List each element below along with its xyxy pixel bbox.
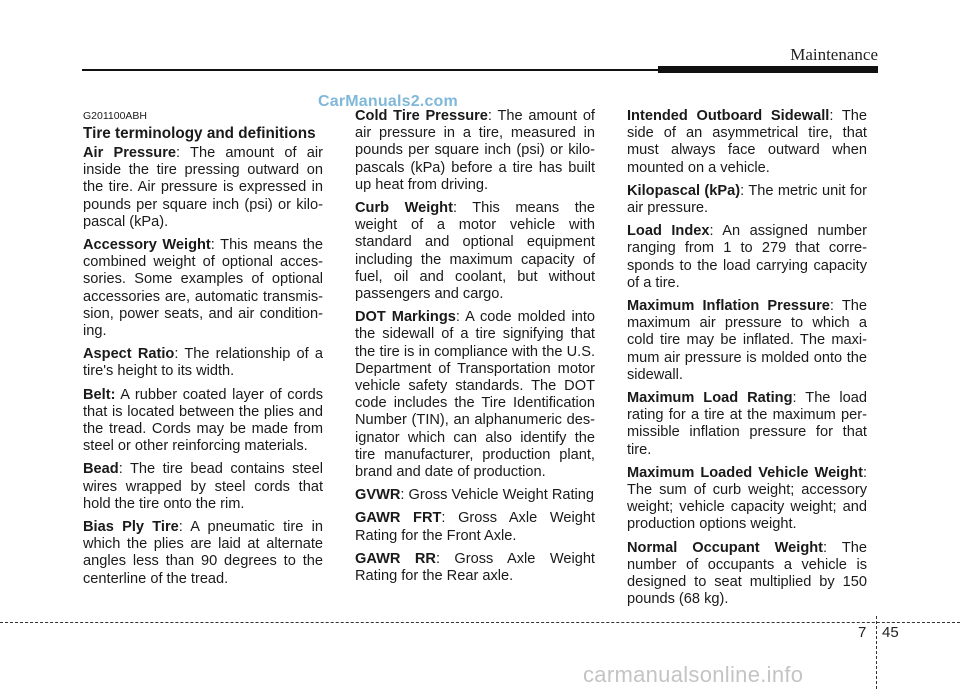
definition-term: Cold Tire Pressure <box>355 108 488 124</box>
definition-entry <box>83 387 323 456</box>
definition-text: : This means the weight of a motor vehicle with standard and optional equipment including the maximum capacity of fuel, oil and coolant, but without passengers and cargo. <box>355 200 595 303</box>
definition-text: : The load rating for a tire at the maximum per-missible inflation pressure for that tire. <box>627 390 867 458</box>
definition-text: : An assigned number ranging from 1 to 279 that corre-sponds to the load carrying capacity of a tire. <box>627 223 867 291</box>
definition-term: GAWR FRT <box>355 510 442 527</box>
definition-term: Air Pressure <box>83 145 176 161</box>
definition-text: : A code molded into the sidewall of a tire signifying that the tire is in compliance with the U.S. Department of Transportation motor vehicle safety standards. The DOT code includes the Tire Identification Number (TIN), an alphanumeric des-ignator which can also identify the tire manufacturer, production plant, brand and date of production. <box>355 309 595 481</box>
header-rule-thin <box>82 69 658 71</box>
page-number: 45 <box>882 624 899 641</box>
definition-entry <box>627 223 867 292</box>
definition-entry <box>627 108 867 177</box>
section-code: G201100ABH <box>83 110 148 122</box>
definition-entry <box>627 540 867 609</box>
definition-term: Bead <box>83 461 119 478</box>
definition-term: GVWR <box>355 487 401 504</box>
column-3 <box>627 108 867 614</box>
definition-text: A rubber coated layer of cords that is located between the plies and the tread. Cords may be made from steel or other reinforcing materials. <box>83 386 323 455</box>
definition-entry <box>627 390 867 459</box>
definition-entry <box>355 200 595 303</box>
definition-term: Accessory Weight <box>83 237 211 254</box>
column-2 <box>355 108 595 591</box>
definition-text: : The amount of air pressure in a tire, measured in pounds per square inch (psi) or kilo-pascals (kPa) before a tire has built up heat from driving. <box>355 108 595 193</box>
section-heading: Tire terminology and definitions <box>83 125 316 142</box>
definition-entry <box>83 519 323 588</box>
definition-entry <box>627 183 867 217</box>
definition-term: Curb Weight <box>355 200 453 217</box>
definition-text: : Gross Axle Weight Rating for the Rear axle. <box>355 550 595 585</box>
definition-text: : Gross Vehicle Weight Rating <box>400 487 595 504</box>
definition-term: DOT Markings <box>355 309 456 326</box>
definition-term: Maximum Load Rating <box>627 390 793 407</box>
definition-entry <box>83 237 323 340</box>
definition-term: Bias Ply Tire <box>83 519 179 536</box>
definition-term: Maximum Inflation Pressure <box>627 298 830 315</box>
chapter-number: 7 <box>858 624 867 641</box>
footer-dashed-rule <box>0 622 960 623</box>
definition-entry <box>83 346 323 380</box>
definition-term: Kilopascal (kPa) <box>627 182 741 199</box>
definition-text: : The tire bead contains steel wires wrapped by steel cords that hold the tire onto the rim. <box>83 461 323 512</box>
definition-entry <box>627 465 867 534</box>
definition-entry <box>355 487 595 504</box>
definition-text: : The amount of air inside the tire pressing outward on the tire. Air pressure is expressed in pounds per square inch (psi) or kilo-pascal (kPa). <box>83 145 323 230</box>
definition-text: : A pneumatic tire in which the plies are laid at alternate angles less than 90 degrees to the centerline of the tread. <box>83 519 323 587</box>
definition-term: Intended Outboard Sidewall <box>627 108 830 124</box>
definition-term: GAWR RR <box>355 550 436 567</box>
definition-text: : The metric unit for air pressure. <box>627 182 867 217</box>
watermark-bottom: carmanualsonline.info <box>583 662 804 687</box>
definition-text: : The number of occupants a vehicle is designed to seat multiplied by 150 pounds (68 kg). <box>627 539 867 608</box>
watermark-top: CarManuals2.com <box>318 93 458 110</box>
footer-vertical-rule <box>876 616 877 689</box>
definition-term: Maximum Loaded Vehicle Weight <box>627 464 863 481</box>
definition-term: Aspect Ratio <box>83 346 175 363</box>
definition-term: Normal Occupant Weight <box>627 539 824 556</box>
definition-entry <box>355 551 595 585</box>
definition-text: : The side of an asymmetrical tire, that must always face outward when mounted on a vehicle. <box>627 108 867 176</box>
definition-text: : Gross Axle Weight Rating for the Front Axle. <box>355 510 595 544</box>
definition-text: : This means the combined weight of optional acces-sories. Some examples of optional accessories are, automatic transmis-sion, power seats, and air condition-ing. <box>83 237 323 340</box>
definition-entry <box>83 461 323 513</box>
definition-entry <box>83 145 323 231</box>
definition-entry <box>355 309 595 481</box>
header-rule-thick <box>658 66 878 73</box>
definition-text: : The maximum air pressure to which a cold tire may be inflated. The maxi-mum air pressure is molded onto the sidewall. <box>627 298 868 383</box>
running-header-title: Maintenance <box>790 45 878 64</box>
definition-term: Belt: <box>83 386 116 403</box>
definition-entry <box>355 510 595 544</box>
definition-entry <box>627 298 867 384</box>
definition-text: : The relationship of a tire's height to its width. <box>83 346 323 380</box>
definition-entry <box>355 108 595 194</box>
column-1 <box>83 108 323 594</box>
definition-text: : The sum of curb weight; accessory weight; vehicle capacity weight; and production options weight. <box>627 464 867 533</box>
definition-term: Load Index <box>627 223 710 240</box>
